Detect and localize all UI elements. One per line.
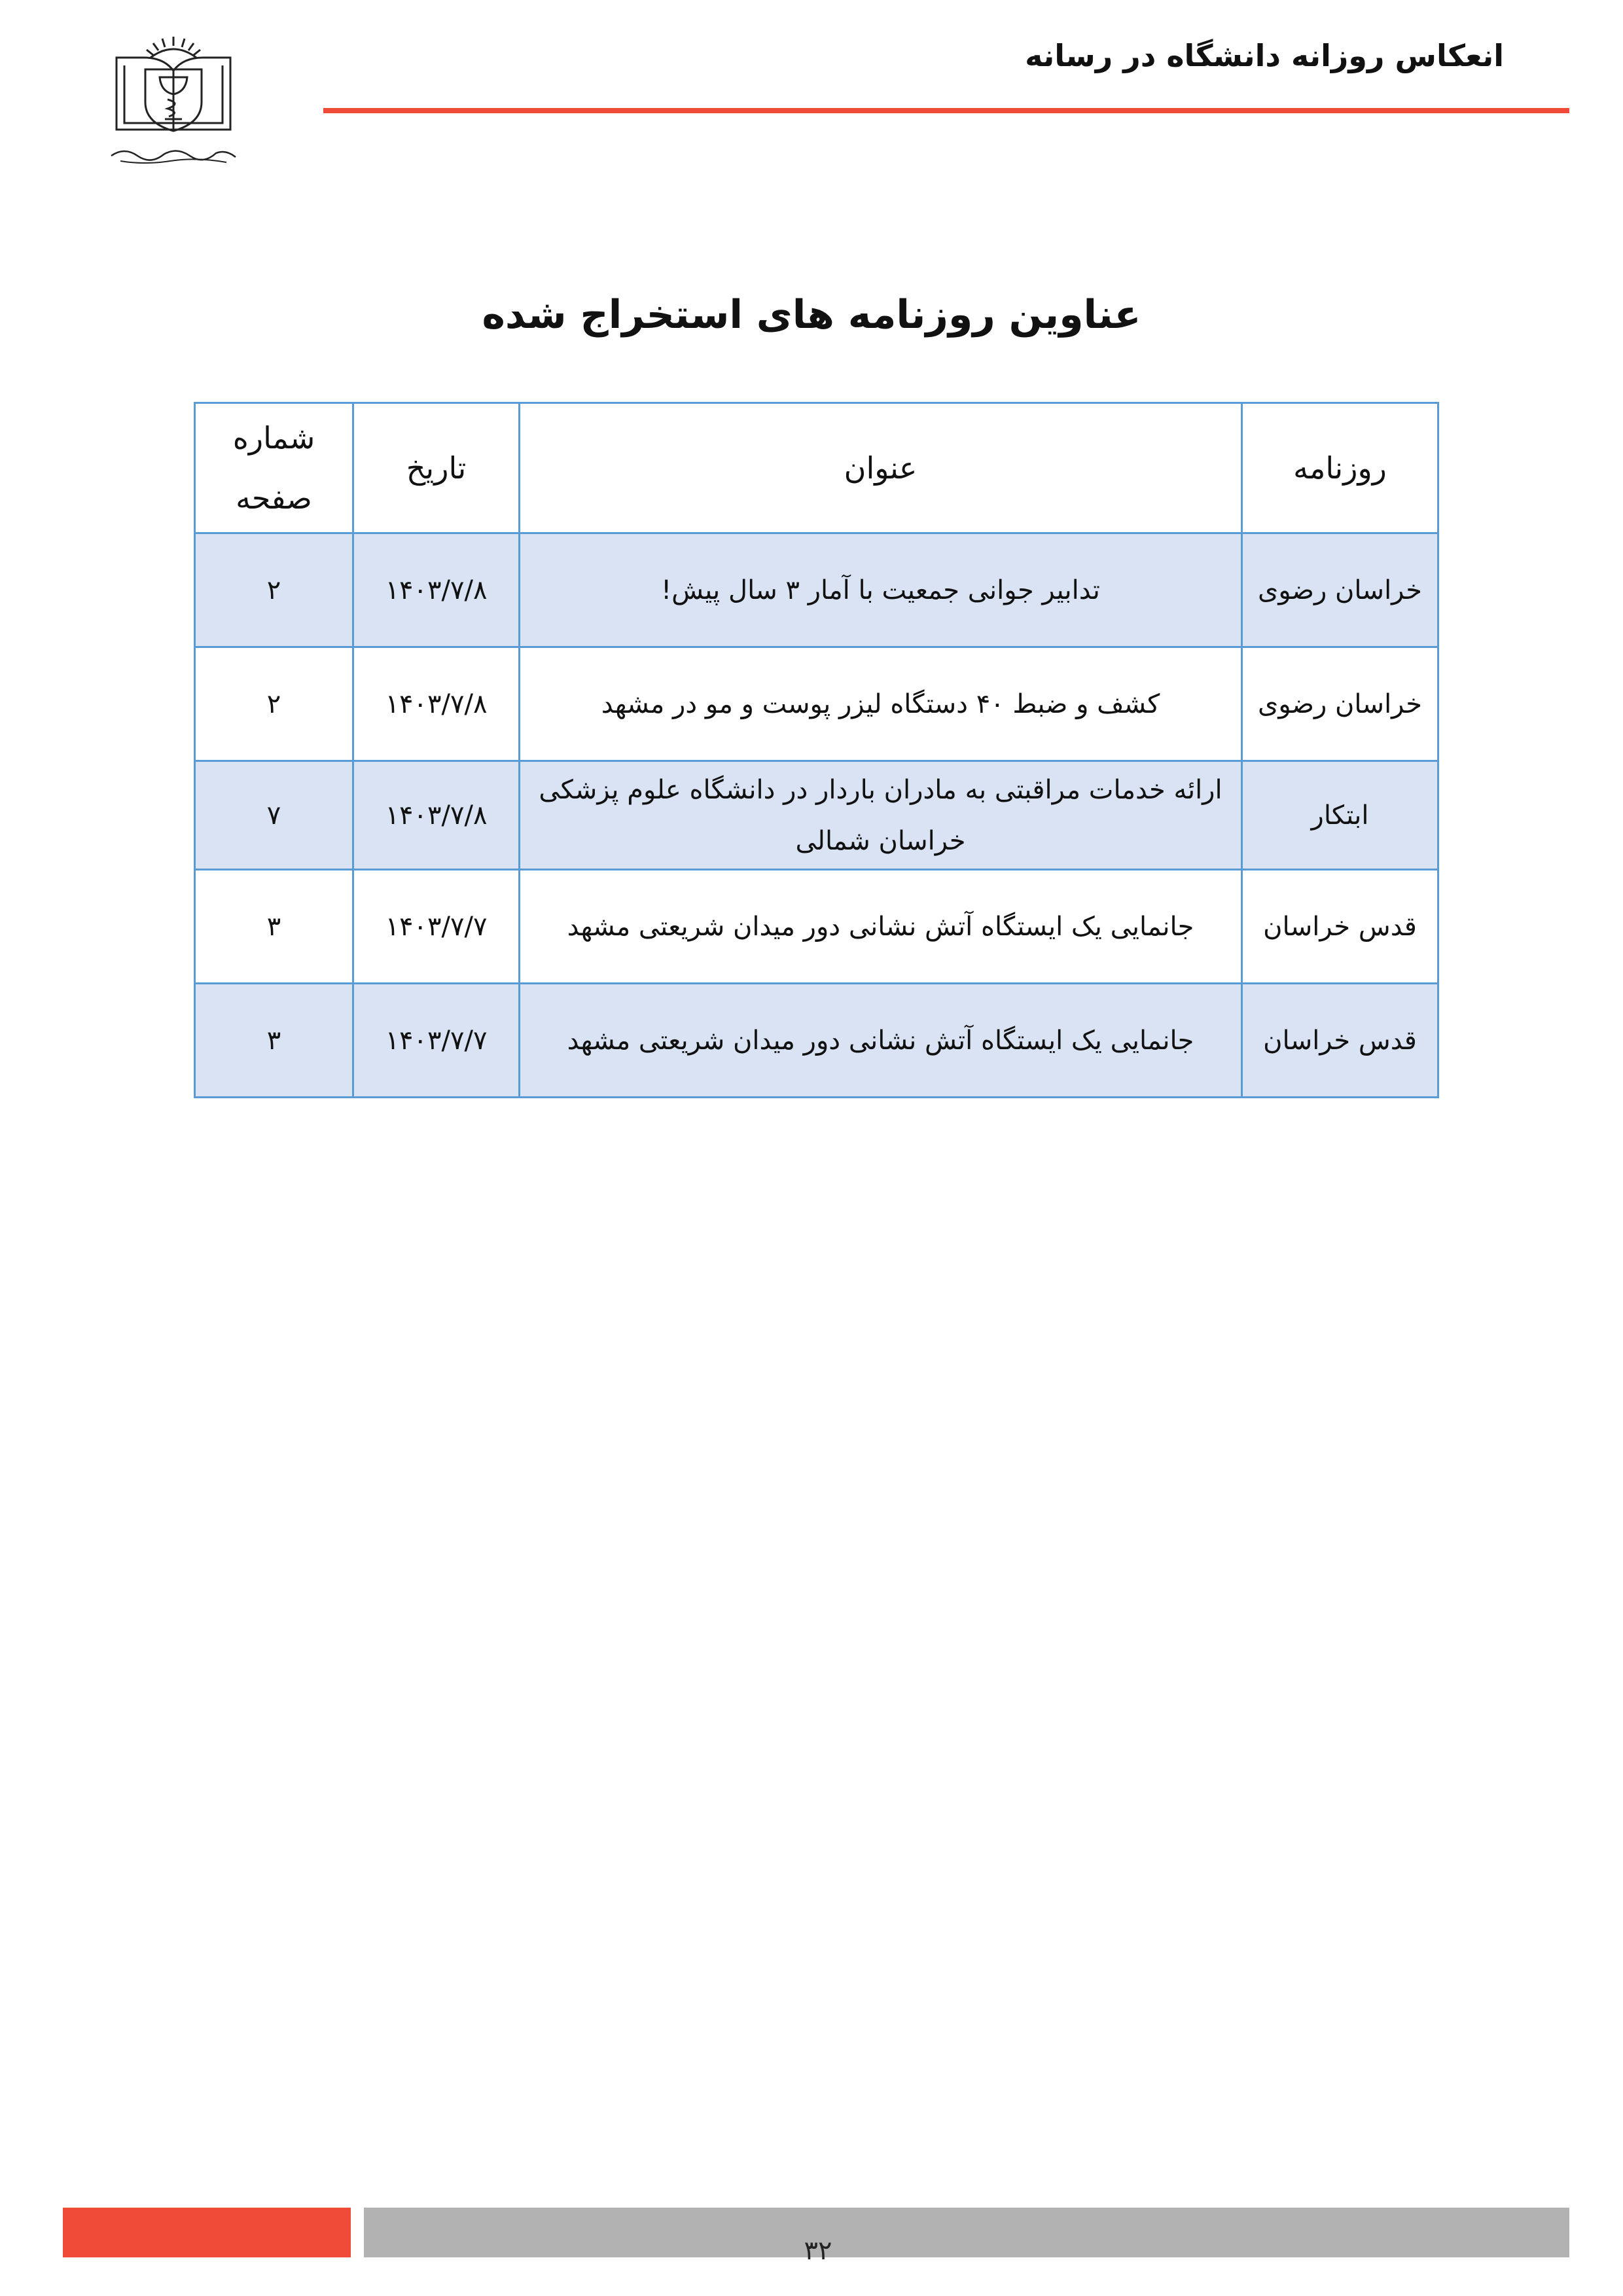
- date: ۱۴۰۳/۷/۸: [353, 533, 520, 647]
- university-logo: [105, 31, 242, 169]
- headline: کشف و ضبط ۴۰ دستگاه لیزر پوست و مو در مشهد: [520, 647, 1242, 761]
- date: ۱۴۰۳/۷/۷: [353, 984, 520, 1098]
- page-number: ۳: [195, 984, 353, 1098]
- table-header-row: [195, 403, 1438, 533]
- header-page-number: شماره صفحه: [195, 403, 353, 533]
- headline: جانمایی یک ایستگاه آتش نشانی دور میدان شریعتی مشهد: [520, 870, 1242, 984]
- page-number: ۷: [195, 761, 353, 870]
- header-title: انعکاس روزانه دانشگاه در رسانه: [1025, 38, 1504, 73]
- table-row: [195, 761, 1438, 870]
- page-number: ۲: [195, 533, 353, 647]
- table-row: [195, 984, 1438, 1098]
- newspaper-titles-table: [194, 402, 1439, 1098]
- headline: ارائه خدمات مراقبتی به مادران باردار در دانشگاه علوم پزشکی خراسان شمالی: [520, 761, 1242, 870]
- newspaper-name: قدس خراسان: [1242, 870, 1438, 984]
- header-date: تاریخ: [353, 403, 520, 533]
- page-heading: عناوین روزنامه های استخراج شده: [482, 292, 1141, 338]
- page-number: ۲: [195, 647, 353, 761]
- table-row: [195, 533, 1438, 647]
- page-number-footer: ۳۲: [804, 2236, 832, 2266]
- date: ۱۴۰۳/۷/۷: [353, 870, 520, 984]
- header-newspaper: روزنامه: [1242, 403, 1438, 533]
- footer-bar: [364, 2208, 1569, 2257]
- page-number: ۳: [195, 870, 353, 984]
- headline: جانمایی یک ایستگاه آتش نشانی دور میدان شریعتی مشهد: [520, 984, 1242, 1098]
- headline: تدابیر جوانی جمعیت با آمار ۳ سال پیش!: [520, 533, 1242, 647]
- table-row: [195, 870, 1438, 984]
- newspaper-name: ابتکار: [1242, 761, 1438, 870]
- header-headline: عنوان: [520, 403, 1242, 533]
- date: ۱۴۰۳/۷/۸: [353, 647, 520, 761]
- date: ۱۴۰۳/۷/۸: [353, 761, 520, 870]
- table-row: [195, 647, 1438, 761]
- newspaper-name: قدس خراسان: [1242, 984, 1438, 1098]
- header-divider: [323, 108, 1569, 113]
- newspaper-name: خراسان رضوی: [1242, 533, 1438, 647]
- newspaper-name: خراسان رضوی: [1242, 647, 1438, 761]
- footer-accent-bar: [63, 2208, 351, 2257]
